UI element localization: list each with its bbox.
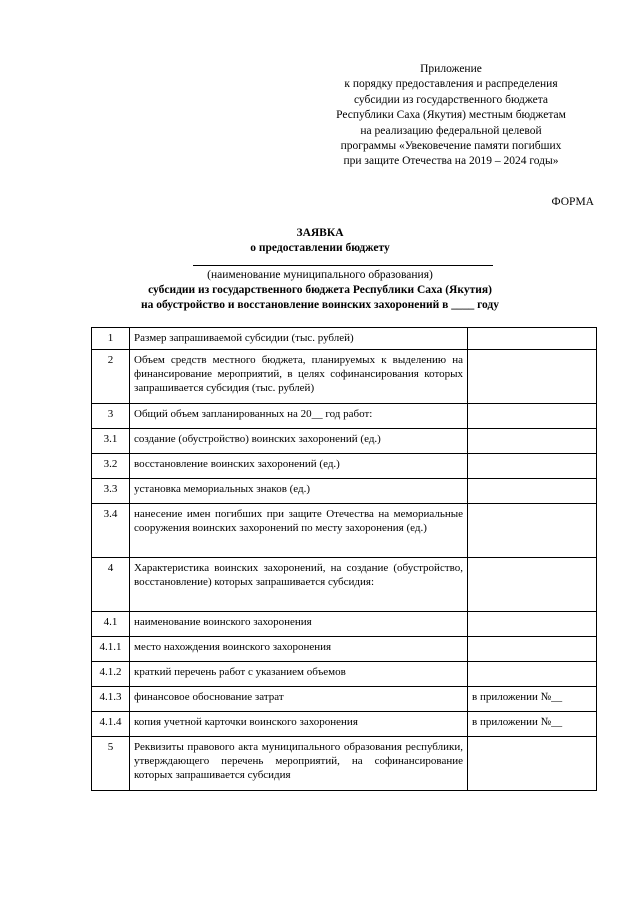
row-value-cell[interactable] bbox=[468, 612, 597, 637]
row-number-cell: 3.2 bbox=[92, 454, 130, 479]
appendix-line: программы «Увековечение памяти погибших bbox=[340, 140, 562, 153]
table-row bbox=[92, 404, 597, 429]
application-table bbox=[91, 327, 597, 791]
table-body bbox=[92, 328, 597, 791]
row-description-cell: нанесение имен погибших при защите Отечества на мемориальные сооружения воинских захоронений по месту захоронения (ед.) bbox=[130, 504, 468, 558]
appendix-line: на реализацию федеральной целевой bbox=[360, 124, 542, 137]
table-row bbox=[92, 637, 597, 662]
row-value-cell[interactable]: в приложении №__ bbox=[468, 712, 597, 737]
row-description-cell: финансовое обоснование затрат bbox=[130, 687, 468, 712]
row-number-cell: 1 bbox=[92, 328, 130, 350]
row-number-cell: 4.1.1 bbox=[92, 637, 130, 662]
row-value-cell[interactable] bbox=[468, 479, 597, 504]
subtitle-block bbox=[0, 268, 640, 313]
table-row bbox=[92, 504, 597, 558]
row-number-cell: 4.1.3 bbox=[92, 687, 130, 712]
table-row bbox=[92, 429, 597, 454]
table-row bbox=[92, 350, 597, 404]
row-description-cell: Реквизиты правового акта муниципального образования республики, утверждающего перечень мероприятий, на софинансирование которых запрашивается субсидия bbox=[130, 737, 468, 791]
table-row bbox=[92, 479, 597, 504]
row-number-cell: 5 bbox=[92, 737, 130, 791]
row-value-cell[interactable] bbox=[468, 504, 597, 558]
row-description-cell: восстановление воинских захоронений (ед.) bbox=[130, 454, 468, 479]
table-row bbox=[92, 558, 597, 612]
table-row bbox=[92, 687, 597, 712]
row-number-cell: 4.1 bbox=[92, 612, 130, 637]
row-description-cell: создание (обустройство) воинских захоронений (ед.) bbox=[130, 429, 468, 454]
appendix-line: к порядку предоставления и распределения bbox=[344, 78, 558, 91]
row-description-cell: копия учетной карточки воинского захоронения bbox=[130, 712, 468, 737]
municipality-caption: (наименование муниципального образования) bbox=[207, 269, 433, 281]
row-value-cell[interactable] bbox=[468, 662, 597, 687]
document-title bbox=[0, 226, 640, 256]
row-description-cell: Общий объем запланированных на 20__ год работ: bbox=[130, 404, 468, 429]
table-row bbox=[92, 737, 597, 791]
row-description-cell: установка мемориальных знаков (ед.) bbox=[130, 479, 468, 504]
row-value-cell[interactable] bbox=[468, 558, 597, 612]
appendix-block bbox=[305, 62, 597, 170]
row-number-cell: 3.1 bbox=[92, 429, 130, 454]
appendix-line: Республики Саха (Якутия) местным бюджетам bbox=[336, 109, 566, 122]
subtitle-line-1: субсидии из государственного бюджета Республики Саха (Якутия) bbox=[148, 284, 492, 296]
row-value-cell[interactable] bbox=[468, 429, 597, 454]
row-number-cell: 2 bbox=[92, 350, 130, 404]
row-number-cell: 4.1.2 bbox=[92, 662, 130, 687]
row-description-cell: Размер запрашиваемой субсидии (тыс. рублей) bbox=[130, 328, 468, 350]
title-line-1: ЗАЯВКА bbox=[296, 227, 344, 239]
row-description-cell: Объем средств местного бюджета, планируемых к выделению на финансирование мероприятий, в целях софинансирования которых запрашивается субсидия (тыс. рублей) bbox=[130, 350, 468, 404]
row-value-cell[interactable] bbox=[468, 454, 597, 479]
row-number-cell: 3 bbox=[92, 404, 130, 429]
table-row bbox=[92, 712, 597, 737]
row-description-cell: место нахождения воинского захоронения bbox=[130, 637, 468, 662]
table-row bbox=[92, 662, 597, 687]
municipality-blank-line bbox=[193, 265, 493, 266]
row-value-cell[interactable] bbox=[468, 737, 597, 791]
form-label: ФОРМА bbox=[551, 196, 594, 208]
table-row bbox=[92, 612, 597, 637]
row-number-cell: 3.4 bbox=[92, 504, 130, 558]
row-value-cell[interactable] bbox=[468, 637, 597, 662]
row-number-cell: 3.3 bbox=[92, 479, 130, 504]
appendix-line: при защите Отечества на 2019 – 2024 годы» bbox=[343, 155, 559, 168]
row-value-cell[interactable]: в приложении №__ bbox=[468, 687, 597, 712]
appendix-line: субсидии из государственного бюджета bbox=[353, 93, 548, 106]
row-value-cell[interactable] bbox=[468, 350, 597, 404]
row-number-cell: 4 bbox=[92, 558, 130, 612]
subtitle-line-2: на обустройство и восстановление воинских захоронений в ____ году bbox=[140, 299, 499, 311]
row-description-cell: наименование воинского захоронения bbox=[130, 612, 468, 637]
row-value-cell[interactable] bbox=[468, 404, 597, 429]
row-description-cell: Характеристика воинских захоронений, на создание (обустройство, восстановление) которых запрашивается субсидия: bbox=[130, 558, 468, 612]
appendix-line: Приложение bbox=[420, 63, 482, 75]
row-description-cell: краткий перечень работ с указанием объемов bbox=[130, 662, 468, 687]
table-row bbox=[92, 454, 597, 479]
title-line-2: о предоставлении бюджету bbox=[250, 242, 390, 254]
row-value-cell[interactable] bbox=[468, 328, 597, 350]
row-number-cell: 4.1.4 bbox=[92, 712, 130, 737]
table-row bbox=[92, 328, 597, 350]
